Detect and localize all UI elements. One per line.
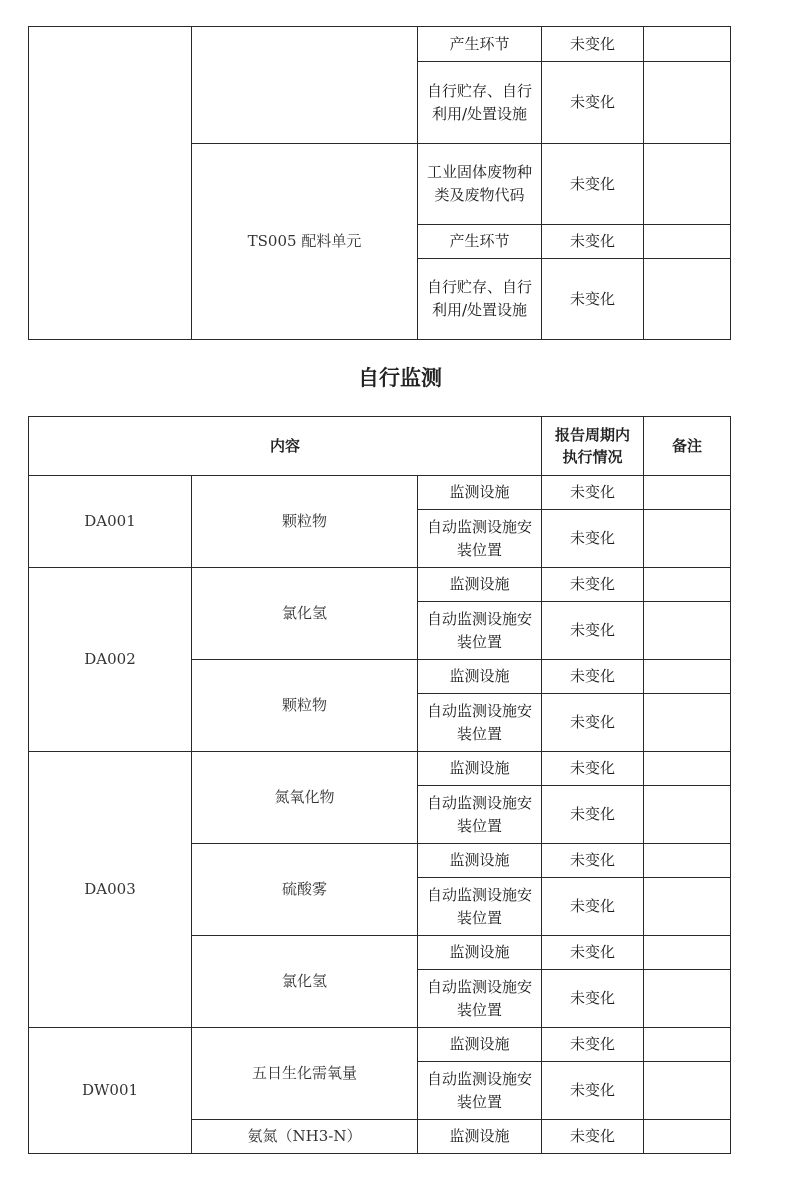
pollutant-cell: 颗粒物 <box>192 476 418 568</box>
empty-cell <box>29 27 192 340</box>
note-cell <box>644 1120 731 1154</box>
item-cell: 监测设施 <box>418 844 542 878</box>
header-row <box>29 417 731 476</box>
item-cell: 自动监测设施安装位置 <box>418 602 542 660</box>
outlet-cell: DW001 <box>29 1028 192 1154</box>
item-cell: 监测设施 <box>418 936 542 970</box>
status-cell: 未变化 <box>542 568 644 602</box>
unit-cell: TS005 配料单元 <box>192 144 418 340</box>
header-note: 备注 <box>644 417 731 476</box>
pollutant-cell: 硫酸雾 <box>192 844 418 936</box>
item-cell: 监测设施 <box>418 476 542 510</box>
table-row <box>29 1028 731 1062</box>
note-cell <box>644 878 731 936</box>
pollutant-cell: 氯化氢 <box>192 936 418 1028</box>
item-cell: 自动监测设施安装位置 <box>418 1062 542 1120</box>
item-cell: 自动监测设施安装位置 <box>418 878 542 936</box>
status-cell: 未变化 <box>542 878 644 936</box>
note-cell <box>644 786 731 844</box>
status-cell: 未变化 <box>542 510 644 568</box>
header-content: 内容 <box>29 417 542 476</box>
item-cell: 工业固体废物种类及废物代码 <box>418 144 542 225</box>
item-cell: 监测设施 <box>418 1028 542 1062</box>
status-cell: 未变化 <box>542 660 644 694</box>
item-cell: 产生环节 <box>418 225 542 259</box>
status-cell: 未变化 <box>542 62 644 144</box>
status-cell: 未变化 <box>542 1120 644 1154</box>
pollutant-cell: 氯化氢 <box>192 568 418 660</box>
note-cell <box>644 694 731 752</box>
note-cell <box>644 144 731 225</box>
item-cell: 监测设施 <box>418 752 542 786</box>
outlet-cell: DA003 <box>29 752 192 1028</box>
note-cell <box>644 752 731 786</box>
item-cell: 自行贮存、自行利用/处置设施 <box>418 62 542 144</box>
table-row <box>29 27 731 62</box>
status-cell: 未变化 <box>542 1062 644 1120</box>
status-cell: 未变化 <box>542 259 644 340</box>
note-cell <box>644 62 731 144</box>
status-cell: 未变化 <box>542 694 644 752</box>
empty-cell <box>192 27 418 144</box>
table-row <box>29 476 731 510</box>
status-cell: 未变化 <box>542 602 644 660</box>
note-cell <box>644 225 731 259</box>
item-cell: 自动监测设施安装位置 <box>418 786 542 844</box>
note-cell <box>644 27 731 62</box>
table-row <box>29 568 731 602</box>
solid-waste-table <box>28 26 731 340</box>
status-cell: 未变化 <box>542 786 644 844</box>
note-cell <box>644 1062 731 1120</box>
outlet-cell: DA001 <box>29 476 192 568</box>
item-cell: 监测设施 <box>418 660 542 694</box>
status-cell: 未变化 <box>542 970 644 1028</box>
note-cell <box>644 602 731 660</box>
item-cell: 自动监测设施安装位置 <box>418 694 542 752</box>
note-cell <box>644 568 731 602</box>
note-cell <box>644 476 731 510</box>
note-cell <box>644 936 731 970</box>
status-cell: 未变化 <box>542 225 644 259</box>
status-cell: 未变化 <box>542 144 644 225</box>
table-row <box>29 752 731 786</box>
monitoring-table <box>28 416 731 1154</box>
note-cell <box>644 844 731 878</box>
status-cell: 未变化 <box>542 936 644 970</box>
pollutant-cell: 颗粒物 <box>192 660 418 752</box>
status-cell: 未变化 <box>542 844 644 878</box>
status-cell: 未变化 <box>542 27 644 62</box>
item-cell: 监测设施 <box>418 568 542 602</box>
header-status: 报告周期内执行情况 <box>542 417 644 476</box>
outlet-cell: DA002 <box>29 568 192 752</box>
item-cell: 产生环节 <box>418 27 542 62</box>
pollutant-cell: 氮氧化物 <box>192 752 418 844</box>
status-cell: 未变化 <box>542 1028 644 1062</box>
note-cell <box>644 970 731 1028</box>
item-cell: 自动监测设施安装位置 <box>418 970 542 1028</box>
pollutant-cell: 五日生化需氧量 <box>192 1028 418 1120</box>
note-cell <box>644 259 731 340</box>
note-cell <box>644 660 731 694</box>
note-cell <box>644 510 731 568</box>
section-title: 自行监测 <box>358 366 442 390</box>
status-cell: 未变化 <box>542 752 644 786</box>
item-cell: 监测设施 <box>418 1120 542 1154</box>
pollutant-cell: 氨氮（NH3-N） <box>192 1120 418 1154</box>
status-cell: 未变化 <box>542 476 644 510</box>
item-cell: 自动监测设施安装位置 <box>418 510 542 568</box>
note-cell <box>644 1028 731 1062</box>
item-cell: 自行贮存、自行利用/处置设施 <box>418 259 542 340</box>
